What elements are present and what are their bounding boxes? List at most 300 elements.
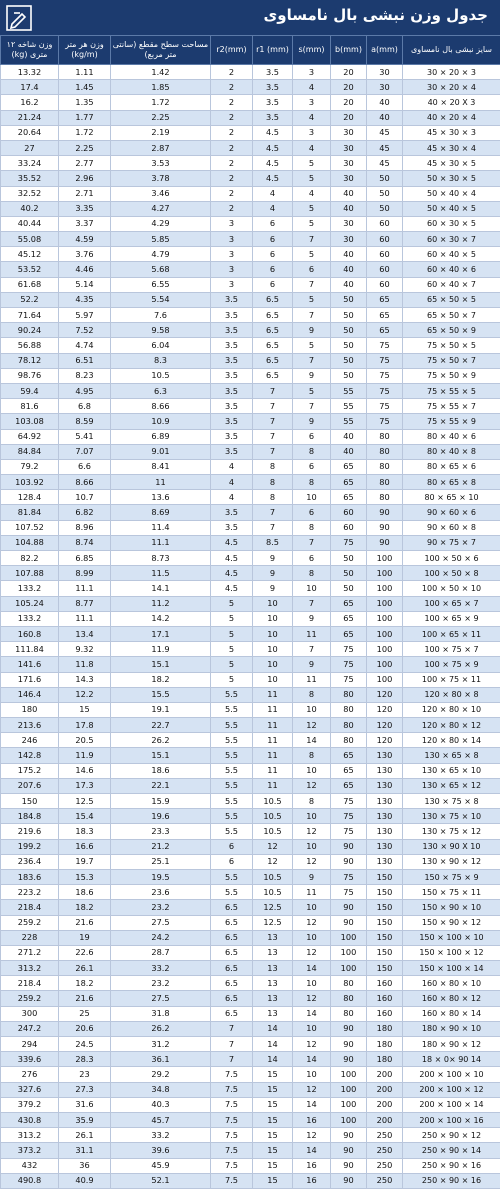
r1-cell: 14	[253, 1052, 293, 1067]
s-cell: 12	[293, 991, 331, 1006]
s-cell: 14	[293, 733, 331, 748]
s-cell: 12	[293, 718, 331, 733]
header-angle-size: سایز نبشی بال نامساوی	[403, 36, 500, 65]
size-cell: 75 × 50 × 5	[403, 338, 500, 353]
r1-cell: 11	[253, 687, 293, 702]
area-cell: 6.55	[111, 277, 211, 292]
table-row	[1, 626, 500, 641]
r2-cell: 3.5	[211, 383, 253, 398]
b-cell: 100	[331, 1067, 367, 1082]
a-cell: 45	[367, 140, 403, 155]
area-cell: 11.1	[111, 535, 211, 550]
size-cell: 120 × 80 × 12	[403, 718, 500, 733]
r2-cell: 5.5	[211, 687, 253, 702]
size-cell: 65 × 50 × 7	[403, 308, 500, 323]
s-cell: 6	[293, 429, 331, 444]
s-cell: 16	[293, 1173, 331, 1188]
table-row	[1, 839, 500, 854]
size-cell: 150 × 100 × 14	[403, 961, 500, 976]
r1-cell: 4.5	[253, 171, 293, 186]
size-cell: 40 × 20 × 4	[403, 110, 500, 125]
r1-cell: 9	[253, 551, 293, 566]
b-cell: 80	[331, 687, 367, 702]
r2-cell: 7.5	[211, 1158, 253, 1173]
s-cell: 4	[293, 186, 331, 201]
r1-cell: 13	[253, 976, 293, 991]
s-cell: 4	[293, 80, 331, 95]
r2-cell: 2	[211, 125, 253, 140]
r1-cell: 11	[253, 763, 293, 778]
weight-per-meter-cell: 2.71	[59, 186, 111, 201]
table-row	[1, 201, 500, 216]
table-row	[1, 991, 500, 1006]
s-cell: 9	[293, 414, 331, 429]
weight-per-meter-cell: 15.3	[59, 869, 111, 884]
branch-weight-cell: 13.32	[1, 65, 59, 80]
s-cell: 7	[293, 596, 331, 611]
b-cell: 50	[331, 551, 367, 566]
r1-cell: 4.5	[253, 125, 293, 140]
r1-cell: 9	[253, 566, 293, 581]
table-row	[1, 338, 500, 353]
a-cell: 50	[367, 186, 403, 201]
weight-per-meter-cell: 40.9	[59, 1173, 111, 1188]
size-cell: 60 × 30 × 5	[403, 216, 500, 231]
r1-cell: 4.5	[253, 156, 293, 171]
a-cell: 130	[367, 778, 403, 793]
weight-per-meter-cell: 17.8	[59, 718, 111, 733]
table-row	[1, 1037, 500, 1052]
a-cell: 75	[367, 414, 403, 429]
weight-per-meter-cell: 18.6	[59, 885, 111, 900]
a-cell: 180	[367, 1037, 403, 1052]
size-cell: 75 × 55 × 5	[403, 383, 500, 398]
size-cell: 130 × 65 × 8	[403, 748, 500, 763]
b-cell: 90	[331, 839, 367, 854]
area-cell: 6.89	[111, 429, 211, 444]
r2-cell: 6.5	[211, 915, 253, 930]
table-row	[1, 1158, 500, 1173]
area-cell: 2.87	[111, 140, 211, 155]
s-cell: 12	[293, 1082, 331, 1097]
branch-weight-cell: 150	[1, 794, 59, 809]
r2-cell: 3	[211, 216, 253, 231]
size-cell: 75 × 50 × 9	[403, 368, 500, 383]
area-cell: 28.7	[111, 945, 211, 960]
branch-weight-cell: 276	[1, 1067, 59, 1082]
r2-cell: 4.5	[211, 535, 253, 550]
a-cell: 250	[367, 1158, 403, 1173]
r2-cell: 5.5	[211, 869, 253, 884]
s-cell: 10	[293, 900, 331, 915]
weight-per-meter-cell: 8.74	[59, 535, 111, 550]
r2-cell: 2	[211, 65, 253, 80]
branch-weight-cell: 490.8	[1, 1173, 59, 1188]
area-cell: 10.9	[111, 414, 211, 429]
table-row	[1, 915, 500, 930]
size-cell: 250 × 90 × 16	[403, 1158, 500, 1173]
weight-per-meter-cell: 2.25	[59, 140, 111, 155]
weight-per-meter-cell: 3.76	[59, 247, 111, 262]
table-row	[1, 1173, 500, 1188]
branch-weight-cell: 218.4	[1, 900, 59, 915]
area-cell: 10.5	[111, 368, 211, 383]
area-cell: 22.7	[111, 718, 211, 733]
size-cell: 130 × 75 × 12	[403, 824, 500, 839]
area-cell: 24.2	[111, 930, 211, 945]
r1-cell: 3.5	[253, 110, 293, 125]
weight-per-meter-cell: 21.6	[59, 991, 111, 1006]
a-cell: 100	[367, 611, 403, 626]
branch-weight-cell: 82.2	[1, 551, 59, 566]
branch-weight-cell: 32.52	[1, 186, 59, 201]
table-row	[1, 976, 500, 991]
branch-weight-cell: 199.2	[1, 839, 59, 854]
r2-cell: 3.5	[211, 368, 253, 383]
b-cell: 50	[331, 323, 367, 338]
branch-weight-cell: 52.2	[1, 292, 59, 307]
b-cell: 80	[331, 991, 367, 1006]
b-cell: 55	[331, 383, 367, 398]
header-s: s(mm)	[293, 36, 331, 65]
r1-cell: 6	[253, 216, 293, 231]
r1-cell: 11	[253, 702, 293, 717]
table-row	[1, 475, 500, 490]
size-cell: 130 × 90 × 12	[403, 854, 500, 869]
table-row	[1, 383, 500, 398]
area-cell: 7.6	[111, 308, 211, 323]
table-row	[1, 1021, 500, 1036]
area-cell: 15.9	[111, 794, 211, 809]
b-cell: 100	[331, 1112, 367, 1127]
b-cell: 30	[331, 171, 367, 186]
r1-cell: 10.5	[253, 824, 293, 839]
a-cell: 60	[367, 247, 403, 262]
b-cell: 100	[331, 1082, 367, 1097]
weight-per-meter-cell: 8.59	[59, 414, 111, 429]
table-row	[1, 247, 500, 262]
b-cell: 20	[331, 65, 367, 80]
r1-cell: 10.5	[253, 869, 293, 884]
size-cell: 80 × 65 × 10	[403, 490, 500, 505]
r2-cell: 6.5	[211, 900, 253, 915]
r2-cell: 4.5	[211, 551, 253, 566]
b-cell: 40	[331, 247, 367, 262]
b-cell: 30	[331, 140, 367, 155]
weight-per-meter-cell: 4.35	[59, 292, 111, 307]
weight-per-meter-cell: 17.3	[59, 778, 111, 793]
a-cell: 60	[367, 277, 403, 292]
size-cell: 160 × 80 × 10	[403, 976, 500, 991]
r1-cell: 11	[253, 718, 293, 733]
r1-cell: 6	[253, 247, 293, 262]
weight-per-meter-cell: 11.9	[59, 748, 111, 763]
r1-cell: 13	[253, 961, 293, 976]
r1-cell: 3.5	[253, 80, 293, 95]
b-cell: 30	[331, 125, 367, 140]
area-cell: 27.5	[111, 991, 211, 1006]
size-cell: 75 × 55 × 9	[403, 414, 500, 429]
s-cell: 8	[293, 748, 331, 763]
r2-cell: 3	[211, 247, 253, 262]
b-cell: 50	[331, 368, 367, 383]
table-row	[1, 687, 500, 702]
branch-weight-cell: 207.6	[1, 778, 59, 793]
table-row	[1, 1006, 500, 1021]
area-cell: 19.5	[111, 869, 211, 884]
table-row	[1, 216, 500, 231]
size-cell: 150 × 90 × 10	[403, 900, 500, 915]
b-cell: 55	[331, 399, 367, 414]
r1-cell: 6	[253, 232, 293, 247]
table-row	[1, 596, 500, 611]
weight-per-meter-cell: 7.52	[59, 323, 111, 338]
b-cell: 90	[331, 1143, 367, 1158]
table-row	[1, 490, 500, 505]
branch-weight-cell: 247.2	[1, 1021, 59, 1036]
weight-per-meter-cell: 1.35	[59, 95, 111, 110]
r1-cell: 3.5	[253, 65, 293, 80]
r1-cell: 4	[253, 201, 293, 216]
table-row	[1, 794, 500, 809]
table-row	[1, 1052, 500, 1067]
r2-cell: 7.5	[211, 1082, 253, 1097]
r1-cell: 6.5	[253, 292, 293, 307]
r1-cell: 12.5	[253, 915, 293, 930]
r2-cell: 6.5	[211, 930, 253, 945]
size-cell: 80 × 40 × 8	[403, 444, 500, 459]
r2-cell: 5	[211, 672, 253, 687]
weight-per-meter-cell: 20.5	[59, 733, 111, 748]
weight-per-meter-cell: 9.32	[59, 642, 111, 657]
area-cell: 15.1	[111, 748, 211, 763]
r2-cell: 7	[211, 1021, 253, 1036]
table-row	[1, 566, 500, 581]
s-cell: 5	[293, 292, 331, 307]
b-cell: 90	[331, 1052, 367, 1067]
weight-per-meter-cell: 6.85	[59, 551, 111, 566]
r1-cell: 10	[253, 596, 293, 611]
weight-per-meter-cell: 27.3	[59, 1082, 111, 1097]
a-cell: 80	[367, 459, 403, 474]
a-cell: 40	[367, 110, 403, 125]
a-cell: 130	[367, 809, 403, 824]
a-cell: 65	[367, 323, 403, 338]
size-cell: 180 × 90 × 10	[403, 1021, 500, 1036]
r2-cell: 4	[211, 490, 253, 505]
header-r2: r2(mm)	[211, 36, 253, 65]
a-cell: 45	[367, 125, 403, 140]
area-cell: 9.01	[111, 444, 211, 459]
size-cell: 90 × 60 × 8	[403, 520, 500, 535]
table-row	[1, 581, 500, 596]
a-cell: 90	[367, 535, 403, 550]
b-cell: 90	[331, 915, 367, 930]
r2-cell: 3	[211, 232, 253, 247]
table-row	[1, 869, 500, 884]
size-cell: 180 × 90 × 12	[403, 1037, 500, 1052]
a-cell: 100	[367, 596, 403, 611]
r2-cell: 5.5	[211, 794, 253, 809]
a-cell: 75	[367, 383, 403, 398]
branch-weight-cell: 223.2	[1, 885, 59, 900]
weight-per-meter-cell: 7.07	[59, 444, 111, 459]
b-cell: 40	[331, 444, 367, 459]
size-cell: 100 × 65 × 7	[403, 596, 500, 611]
a-cell: 160	[367, 991, 403, 1006]
table-row	[1, 748, 500, 763]
branch-weight-cell: 175.2	[1, 763, 59, 778]
area-cell: 27.5	[111, 915, 211, 930]
weight-per-meter-cell: 1.77	[59, 110, 111, 125]
r2-cell: 3.5	[211, 429, 253, 444]
b-cell: 65	[331, 778, 367, 793]
branch-weight-cell: 71.64	[1, 308, 59, 323]
s-cell: 12	[293, 854, 331, 869]
area-cell: 33.2	[111, 1128, 211, 1143]
a-cell: 50	[367, 171, 403, 186]
r1-cell: 8	[253, 475, 293, 490]
a-cell: 100	[367, 566, 403, 581]
table-row	[1, 763, 500, 778]
r2-cell: 5	[211, 611, 253, 626]
size-cell: 100 × 65 × 11	[403, 626, 500, 641]
weight-per-meter-cell: 23	[59, 1067, 111, 1082]
a-cell: 130	[367, 854, 403, 869]
branch-weight-cell: 90.24	[1, 323, 59, 338]
size-cell: 150 × 90 × 12	[403, 915, 500, 930]
size-cell: 65 × 50 × 5	[403, 292, 500, 307]
branch-weight-cell: 171.6	[1, 672, 59, 687]
table-row	[1, 657, 500, 672]
branch-weight-cell: 98.76	[1, 368, 59, 383]
weight-per-meter-cell: 11.1	[59, 611, 111, 626]
weight-per-meter-cell: 12.5	[59, 794, 111, 809]
b-cell: 30	[331, 232, 367, 247]
r2-cell: 5.5	[211, 824, 253, 839]
r1-cell: 13	[253, 930, 293, 945]
b-cell: 40	[331, 262, 367, 277]
table-row	[1, 80, 500, 95]
b-cell: 40	[331, 201, 367, 216]
table-row	[1, 459, 500, 474]
table-row	[1, 1097, 500, 1112]
branch-weight-cell: 373.2	[1, 1143, 59, 1158]
r2-cell: 7	[211, 1037, 253, 1052]
area-cell: 31.8	[111, 1006, 211, 1021]
a-cell: 130	[367, 763, 403, 778]
area-cell: 5.54	[111, 292, 211, 307]
branch-weight-cell: 180	[1, 702, 59, 717]
s-cell: 3	[293, 125, 331, 140]
r2-cell: 2	[211, 80, 253, 95]
a-cell: 250	[367, 1173, 403, 1188]
a-cell: 60	[367, 262, 403, 277]
table-body	[1, 65, 500, 1189]
s-cell: 5	[293, 171, 331, 186]
table-row	[1, 368, 500, 383]
weight-per-meter-cell: 3.35	[59, 201, 111, 216]
r2-cell: 2	[211, 186, 253, 201]
a-cell: 130	[367, 748, 403, 763]
s-cell: 14	[293, 1097, 331, 1112]
r1-cell: 11	[253, 778, 293, 793]
branch-weight-cell: 104.88	[1, 535, 59, 550]
s-cell: 7	[293, 353, 331, 368]
r1-cell: 3.5	[253, 95, 293, 110]
r1-cell: 6.5	[253, 323, 293, 338]
b-cell: 50	[331, 292, 367, 307]
s-cell: 9	[293, 869, 331, 884]
a-cell: 120	[367, 718, 403, 733]
weight-per-meter-cell: 4.59	[59, 232, 111, 247]
a-cell: 120	[367, 733, 403, 748]
table-row	[1, 824, 500, 839]
s-cell: 10	[293, 1067, 331, 1082]
branch-weight-cell: 246	[1, 733, 59, 748]
s-cell: 7	[293, 232, 331, 247]
r1-cell: 7	[253, 399, 293, 414]
size-cell: 120 × 80 × 8	[403, 687, 500, 702]
b-cell: 50	[331, 581, 367, 596]
a-cell: 150	[367, 869, 403, 884]
s-cell: 5	[293, 216, 331, 231]
branch-weight-cell: 133.2	[1, 581, 59, 596]
s-cell: 10	[293, 839, 331, 854]
a-cell: 160	[367, 976, 403, 991]
s-cell: 3	[293, 65, 331, 80]
r2-cell: 3.5	[211, 338, 253, 353]
branch-weight-cell: 300	[1, 1006, 59, 1021]
table-row	[1, 520, 500, 535]
r1-cell: 7	[253, 520, 293, 535]
a-cell: 120	[367, 702, 403, 717]
table-row	[1, 809, 500, 824]
table-row	[1, 1082, 500, 1097]
table-row	[1, 232, 500, 247]
size-cell: 90 × 60 × 6	[403, 505, 500, 520]
b-cell: 40	[331, 186, 367, 201]
table-row	[1, 1112, 500, 1127]
b-cell: 75	[331, 824, 367, 839]
a-cell: 250	[367, 1143, 403, 1158]
branch-weight-cell: 27	[1, 140, 59, 155]
area-cell: 22.1	[111, 778, 211, 793]
table-row	[1, 414, 500, 429]
a-cell: 80	[367, 475, 403, 490]
size-cell: 50 × 30 × 5	[403, 171, 500, 186]
s-cell: 12	[293, 824, 331, 839]
size-cell: 100 × 75 × 9	[403, 657, 500, 672]
size-cell: 100 × 65 × 9	[403, 611, 500, 626]
area-cell: 8.66	[111, 399, 211, 414]
b-cell: 100	[331, 961, 367, 976]
s-cell: 12	[293, 945, 331, 960]
s-cell: 5	[293, 156, 331, 171]
area-cell: 14.1	[111, 581, 211, 596]
branch-weight-cell: 271.2	[1, 945, 59, 960]
branch-weight-cell: 56.88	[1, 338, 59, 353]
s-cell: 10	[293, 702, 331, 717]
r2-cell: 7.5	[211, 1067, 253, 1082]
r2-cell: 3.5	[211, 399, 253, 414]
weight-per-meter-cell: 19.7	[59, 854, 111, 869]
header-cross-section-area: مساحت سطح مقطع (سانتی متر مربع)	[111, 36, 211, 65]
weight-per-meter-cell: 5.14	[59, 277, 111, 292]
table-row	[1, 778, 500, 793]
table-row	[1, 1067, 500, 1082]
weight-per-meter-cell: 10.7	[59, 490, 111, 505]
